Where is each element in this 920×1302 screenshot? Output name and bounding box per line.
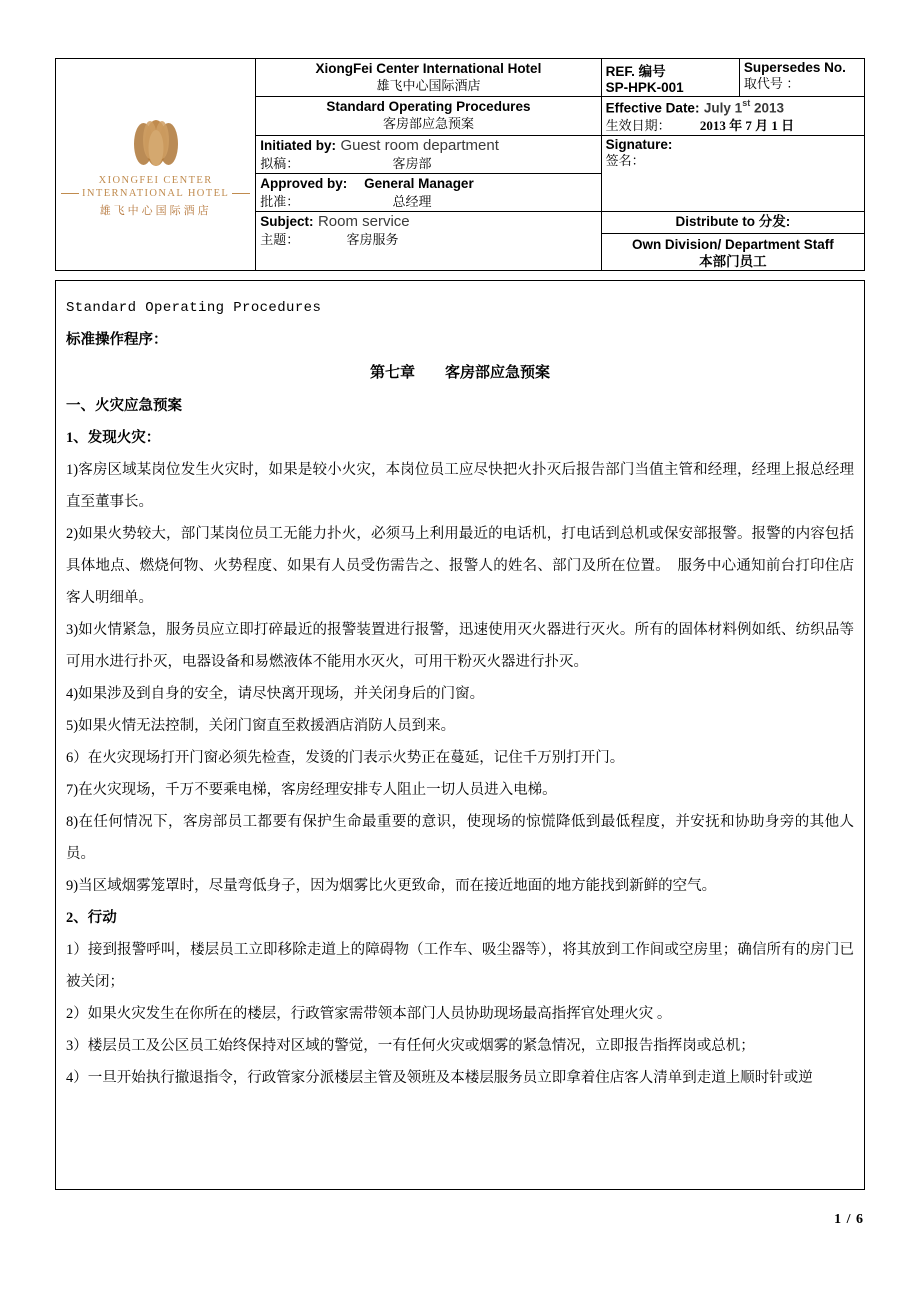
document-header-table	[55, 58, 865, 271]
header-doc-type-cell	[256, 97, 601, 136]
signature-label-en: Signature:	[605, 137, 673, 153]
body-section1-title: 一、火灾应急预案	[66, 398, 182, 414]
effective-date-value-cn: 2013 年 7 月 1 日	[699, 118, 795, 134]
hotel-name-cn: 雄飞中心国际酒店	[376, 78, 481, 93]
header-distribute-cell	[601, 212, 864, 271]
signature-label-cn: 签名：	[605, 153, 645, 169]
effective-date-label-cn: 生效日期：	[605, 118, 671, 134]
approved-value-cn: 总经理	[392, 194, 432, 210]
initiated-en-line	[260, 137, 596, 155]
effective-date-cn-line	[606, 117, 860, 134]
lotus-flower-logo-icon	[130, 110, 182, 168]
body-item-1-1: 1)客房区域某岗位发生火灾时，如果是较小火灾，本岗位员工应尽快把火扑灭后报告部门当值主管和经理，经理上报总经理直至董事长。	[66, 462, 854, 510]
distribute-title: Distribute to 分发:	[602, 212, 864, 234]
logo-english-line2-text: INTERNATIONAL HOTEL	[82, 188, 230, 200]
logo-dash-left	[61, 193, 79, 194]
hotel-logo-cell	[56, 59, 256, 271]
doc-type-en: Standard Operating Procedures	[326, 99, 531, 114]
initiated-label-cn: 拟稿：	[260, 156, 300, 172]
distribute-body-cn: 本部门员工	[699, 254, 767, 270]
logo-dash-right	[232, 193, 250, 194]
logo-english-line2	[61, 187, 250, 200]
approved-label-en: Approved by:	[260, 176, 348, 192]
body-title-en: Standard Operating Procedures	[66, 300, 322, 316]
body-sub1-title: 1、发现火灾：	[66, 430, 161, 446]
supersedes-label-cn: 取代号 ：	[743, 76, 800, 91]
ref-label: REF. 编号	[605, 64, 666, 79]
effective-date-label-en: Effective Date:	[605, 100, 700, 116]
header-row-hotel-name	[56, 59, 865, 97]
body-item-1-6: 6）在火灾现场打开门窗必须先检查，发烫的门表示火势正在蔓延，记住千万别打开门。	[66, 750, 625, 766]
ref-value: SP-HPK-001	[605, 80, 684, 95]
subject-label-en: Subject:	[260, 214, 314, 230]
effective-date-en-line	[606, 98, 860, 117]
supersedes-label: Supersedes No.	[743, 60, 846, 75]
subject-cn-line	[260, 231, 596, 248]
subject-label-cn: 主题：	[260, 232, 300, 248]
header-approved-cell	[256, 174, 601, 212]
effective-date-year: 2013	[750, 100, 784, 116]
hotel-name-en: XiongFei Center International Hotel	[315, 61, 542, 76]
distribute-body-en: Own Division/ Department Staff	[631, 237, 834, 253]
logo-english-line1: XIONGFEI CENTER	[98, 175, 213, 187]
header-effective-date-cell	[601, 97, 864, 136]
document-body-box	[55, 280, 865, 1190]
body-item-1-8: 8)在任何情况下，客房部员工都要有保护生命最重要的意识，使现场的惊慌降低到最低程度，并安抚和协助身旁的其他人员。	[66, 814, 854, 862]
page-number-footer: 1 / 6	[834, 1212, 864, 1227]
body-item-1-9: 9)当区域烟雾笼罩时，尽量弯低身子，因为烟雾比火更致命，而在接近地面的地方能找到新鲜的空气。	[66, 878, 717, 894]
body-item-1-5: 5)如果火情无法控制，关闭门窗直至救援酒店消防人员到来。	[66, 718, 456, 734]
body-item-1-3: 3)如火情紧急，服务员应立即打碎最近的报警装置进行报警，迅速使用灭火器进行灭火。所有的固体材料例如纸、纺织品等可用水进行扑灭，电器设备和易燃液体不能用水灭火，可用干粉灭火器进行扑灭。	[66, 622, 854, 670]
header-ref-cell	[601, 59, 739, 97]
body-item-1-2: 2)如果火势较大，部门某岗位员工无能力扑火，必须马上利用最近的电话机，打电话到总机或保安部报警。报警的内容包括具体地点、燃烧何物、火势程度、如果有人员受伤需告之、报警人的姓名、部门及所在位置。 服务中心通知前台打印住店客人明细单。	[66, 526, 854, 606]
doc-type-cn: 客房部应急预案	[382, 116, 474, 131]
subject-en-line	[260, 213, 596, 231]
initiated-label-en: Initiated by:	[260, 138, 336, 154]
header-subject-cell	[256, 212, 601, 271]
subject-value-en: Room service	[317, 213, 410, 231]
approved-en-line	[260, 175, 596, 193]
header-hotel-name-cell	[256, 59, 601, 97]
header-supersedes-cell	[739, 59, 864, 97]
body-item-2-1: 1）接到报警呼叫，楼层员工立即移除走道上的障碍物（工作车、吸尘器等），将其放到工作间或空房里；确信所有的房门已被关闭；	[66, 942, 854, 990]
initiated-value-en: Guest room department	[340, 137, 499, 155]
body-item-1-7: 7)在火灾现场，千万不要乘电梯，客房经理安排专人阻止一切人员进入电梯。	[66, 782, 557, 798]
initiated-value-cn: 客房部	[392, 156, 432, 172]
body-item-2-4: 4）一旦开始执行撤退指令，行政管家分派楼层主管及领班及本楼层服务员立即拿着住店客人清单到走道上顺时针或逆	[66, 1070, 813, 1086]
body-sub2-title: 2、行动	[66, 910, 117, 926]
body-item-2-2: 2）如果火灾发生在你所在的楼层，行政管家需带领本部门人员协助现场最高指挥官处理火灾 。	[66, 1006, 672, 1022]
header-signature-cell	[601, 136, 864, 212]
body-item-2-3: 3）楼层员工及公区员工始终保持对区域的警觉，一有任何火灾或烟雾的紧急情况，立即报告指挥岗或总机；	[66, 1038, 755, 1054]
effective-date-ordinal: st	[742, 98, 751, 108]
approved-cn-line	[260, 193, 596, 210]
effective-date-value-en: July 1	[703, 100, 743, 116]
body-title-cn: 标准操作程序：	[66, 332, 168, 348]
initiated-cn-line	[260, 155, 596, 172]
header-initiated-cell	[256, 136, 601, 174]
subject-value-cn: 客房服务	[346, 232, 399, 248]
approved-value-en: General Manager	[364, 176, 474, 192]
approved-label-cn: 批准：	[260, 194, 300, 210]
body-item-1-4: 4)如果涉及到自身的安全，请尽快离开现场，并关闭身后的门窗。	[66, 686, 485, 702]
logo-chinese: 雄飞中心国际酒店	[99, 205, 212, 218]
body-chapter-heading: 第七章 客房部应急预案	[369, 365, 550, 381]
